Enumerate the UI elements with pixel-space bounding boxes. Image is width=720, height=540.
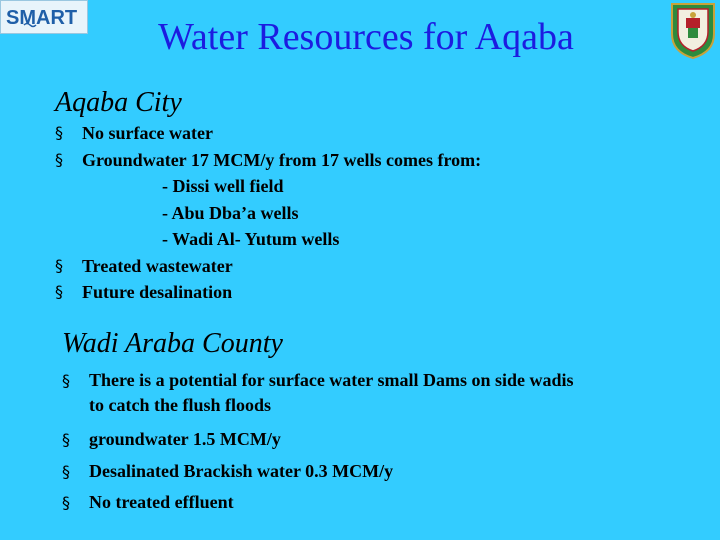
list-item-text: No surface water xyxy=(82,123,213,143)
sub-list xyxy=(55,173,481,253)
section-heading-wadi-araba-county: Wadi Araba County xyxy=(62,328,283,359)
sub-item: - Wadi Al- Yutum wells xyxy=(162,229,340,249)
list-item-text: No treated effluent xyxy=(89,492,234,512)
bullet-icon: § xyxy=(55,282,63,301)
list-item xyxy=(55,279,481,306)
wadi-resources-list xyxy=(62,368,573,519)
bullet-icon: § xyxy=(55,123,63,142)
list-item-text: Desalinated Brackish water 0.3 MCM/y xyxy=(89,460,394,481)
list-item-text: Future desalination xyxy=(82,282,233,302)
list-item-text: Groundwater 17 MCM/y from 17 wells comes from: xyxy=(82,149,482,170)
bullet-icon: § xyxy=(55,149,63,169)
bullet-icon: § xyxy=(62,461,70,481)
list-item xyxy=(62,456,573,488)
sub-item: - Abu Dba’a wells xyxy=(162,202,299,223)
list-item-text: groundwater 1.5 MCM/y xyxy=(89,429,281,449)
list-item-text: Treated wastewater xyxy=(82,255,233,276)
list-item-text: to catch the flush floods xyxy=(89,395,272,415)
list-item xyxy=(55,147,481,174)
list-item xyxy=(62,368,573,424)
section-heading-aqaba-city: Aqaba City xyxy=(55,87,182,118)
page-title: Water Resources for Aqaba xyxy=(158,16,574,58)
bullet-icon: § xyxy=(62,430,70,449)
list-item xyxy=(55,253,481,280)
bullet-icon: § xyxy=(55,255,63,275)
list-item xyxy=(55,120,481,147)
bullet-icon: § xyxy=(62,493,70,512)
aqaba-resources-list xyxy=(55,120,481,306)
list-item-text: There is a potential for surface water small Dams on side wadis xyxy=(89,370,574,390)
sub-item: - Dissi well field xyxy=(162,176,284,196)
list-item xyxy=(62,487,573,519)
list-item xyxy=(62,424,573,456)
smart-logo-text: SMART xyxy=(6,7,78,29)
bullet-icon: § xyxy=(62,371,70,390)
